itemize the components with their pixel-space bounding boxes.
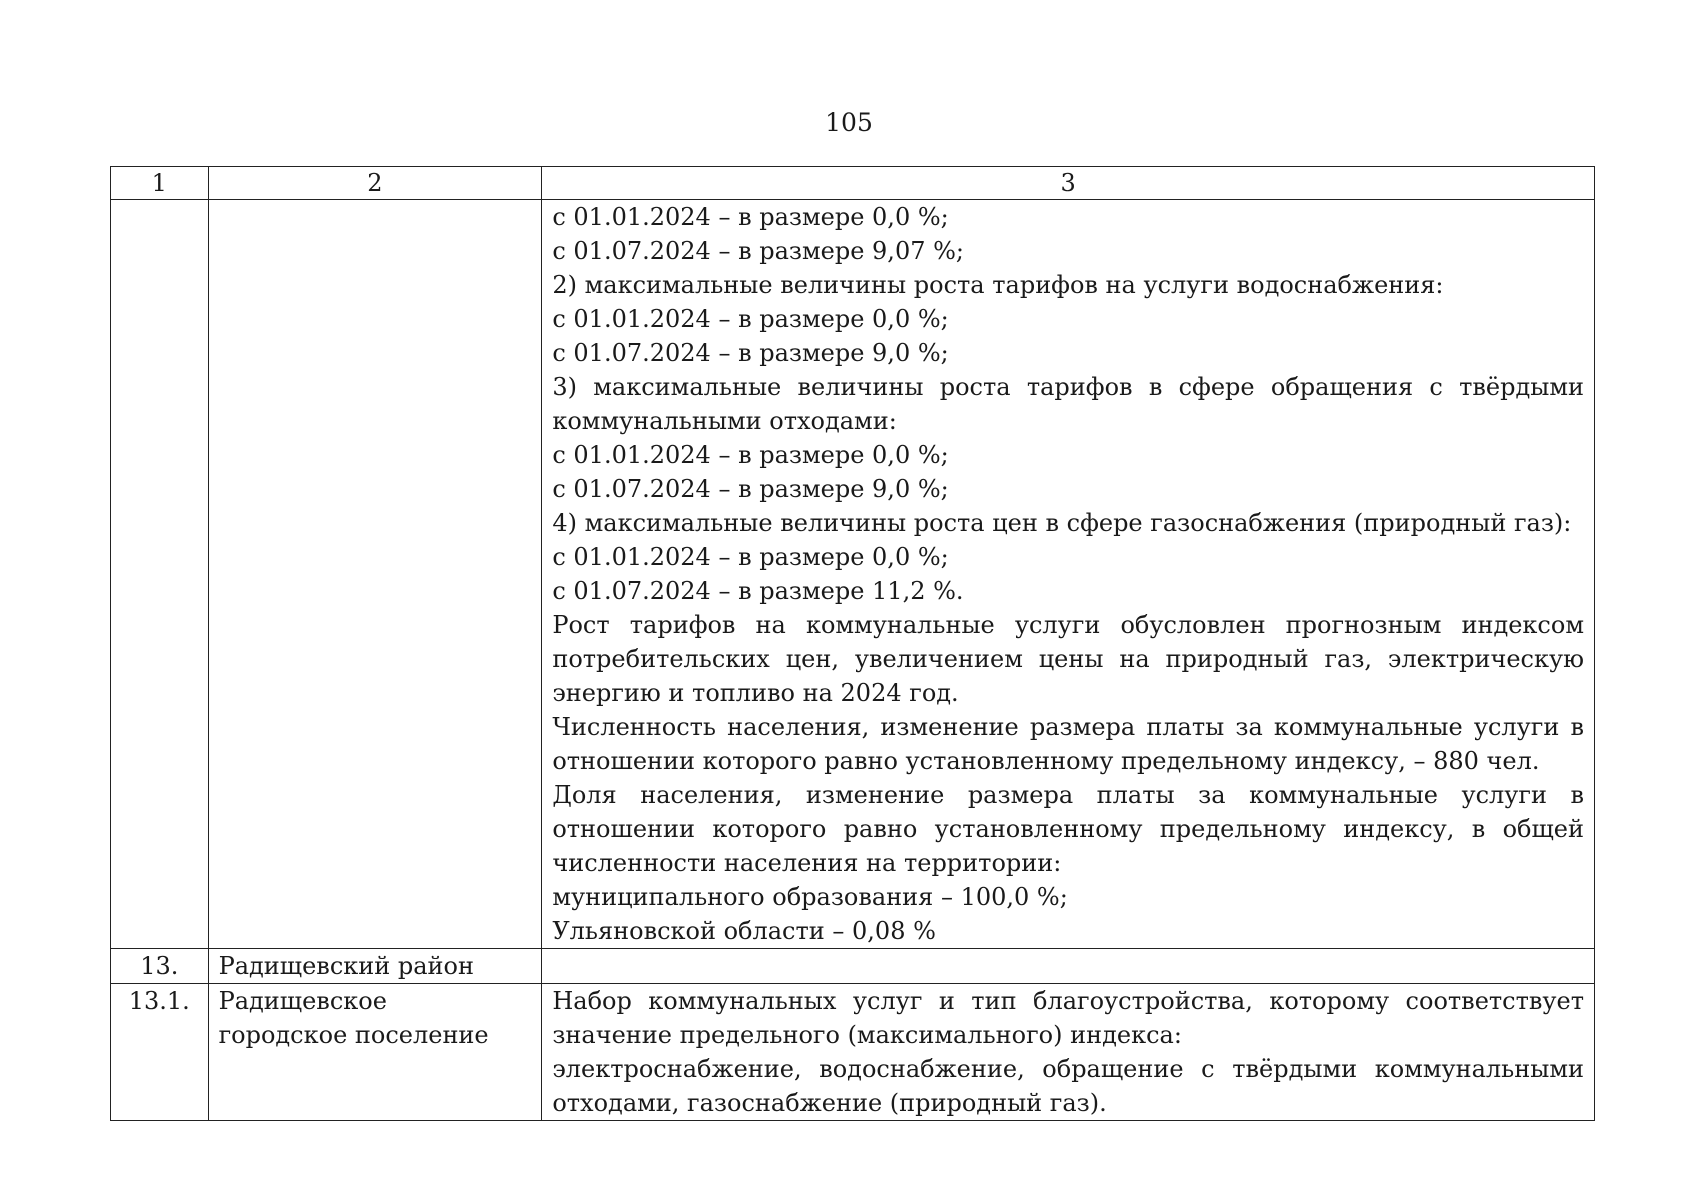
- table-row: [111, 949, 1595, 984]
- text-line: с 01.01.2024 – в размере 0,0 %;: [552, 543, 949, 571]
- text-line: с 01.07.2024 – в размере 9,0 %;: [552, 475, 949, 503]
- row-text-cell: [542, 200, 1595, 949]
- text-line: с 01.01.2024 – в размере 0,0 %;: [552, 441, 949, 469]
- page-number: 105: [825, 108, 873, 137]
- row-text-cell: [542, 949, 1595, 984]
- table-row: [111, 984, 1595, 1121]
- row-name-cell: [208, 200, 542, 949]
- text-line: Ульяновской области – 0,08 %: [552, 917, 936, 945]
- text-paragraph: Доля населения, изменение размера платы за коммунальные услуги в отношении которого равно установленному предельному индексу, в общей численности населения на территории:: [552, 781, 1584, 877]
- row-number-cell: 13.: [111, 949, 209, 984]
- table-row: [111, 200, 1595, 949]
- text-line: с 01.07.2024 – в размере 11,2 %.: [552, 577, 964, 605]
- row-number-cell: [111, 200, 209, 949]
- text-line: с 01.01.2024 – в размере 0,0 %;: [552, 305, 949, 333]
- text-line: 4) максимальные величины роста цен в сфере газоснабжения (природный газ):: [552, 509, 1572, 537]
- text-line: муниципального образования – 100,0 %;: [552, 883, 1068, 911]
- name-line: Радищевское: [218, 987, 387, 1015]
- row-text-cell: [542, 984, 1595, 1121]
- name-line: городское поселение: [218, 1021, 489, 1049]
- text-paragraph: Набор коммунальных услуг и тип благоустройства, которому соответствует значение предельного (максимального) индекса:: [552, 987, 1584, 1049]
- text-line: с 01.01.2024 – в размере 0,0 %;: [552, 203, 949, 231]
- text-line: с 01.07.2024 – в размере 9,0 %;: [552, 339, 949, 367]
- header-col-3: 3: [542, 167, 1595, 200]
- text-line: с 01.07.2024 – в размере 9,07 %;: [552, 237, 964, 265]
- text-paragraph: 3) максимальные величины роста тарифов в сфере обращения с твёрдыми коммунальными отходами:: [552, 373, 1584, 435]
- row-name-cell: [208, 984, 542, 1121]
- text-line: 2) максимальные величины роста тарифов на услуги водоснабжения:: [552, 271, 1444, 299]
- text-paragraph: Рост тарифов на коммунальные услуги обусловлен прогнозным индексом потребительских цен, увеличением цены на природный газ, электрическую энергию и топливо на 2024 год.: [552, 611, 1584, 707]
- header-col-2: 2: [208, 167, 542, 200]
- table-header-row: [111, 167, 1595, 200]
- text-paragraph: электроснабжение, водоснабжение, обращение с твёрдыми коммунальными отходами, газоснабжение (природный газ).: [552, 1055, 1584, 1117]
- row-number-cell: 13.1.: [111, 984, 209, 1121]
- header-col-1: 1: [111, 167, 209, 200]
- tariff-table: [110, 166, 1595, 1121]
- text-paragraph: Численность населения, изменение размера платы за коммунальные услуги в отношении которого равно установленному предельному индексу, – 880 чел.: [552, 713, 1584, 775]
- row-name-cell: Радищевский район: [208, 949, 542, 984]
